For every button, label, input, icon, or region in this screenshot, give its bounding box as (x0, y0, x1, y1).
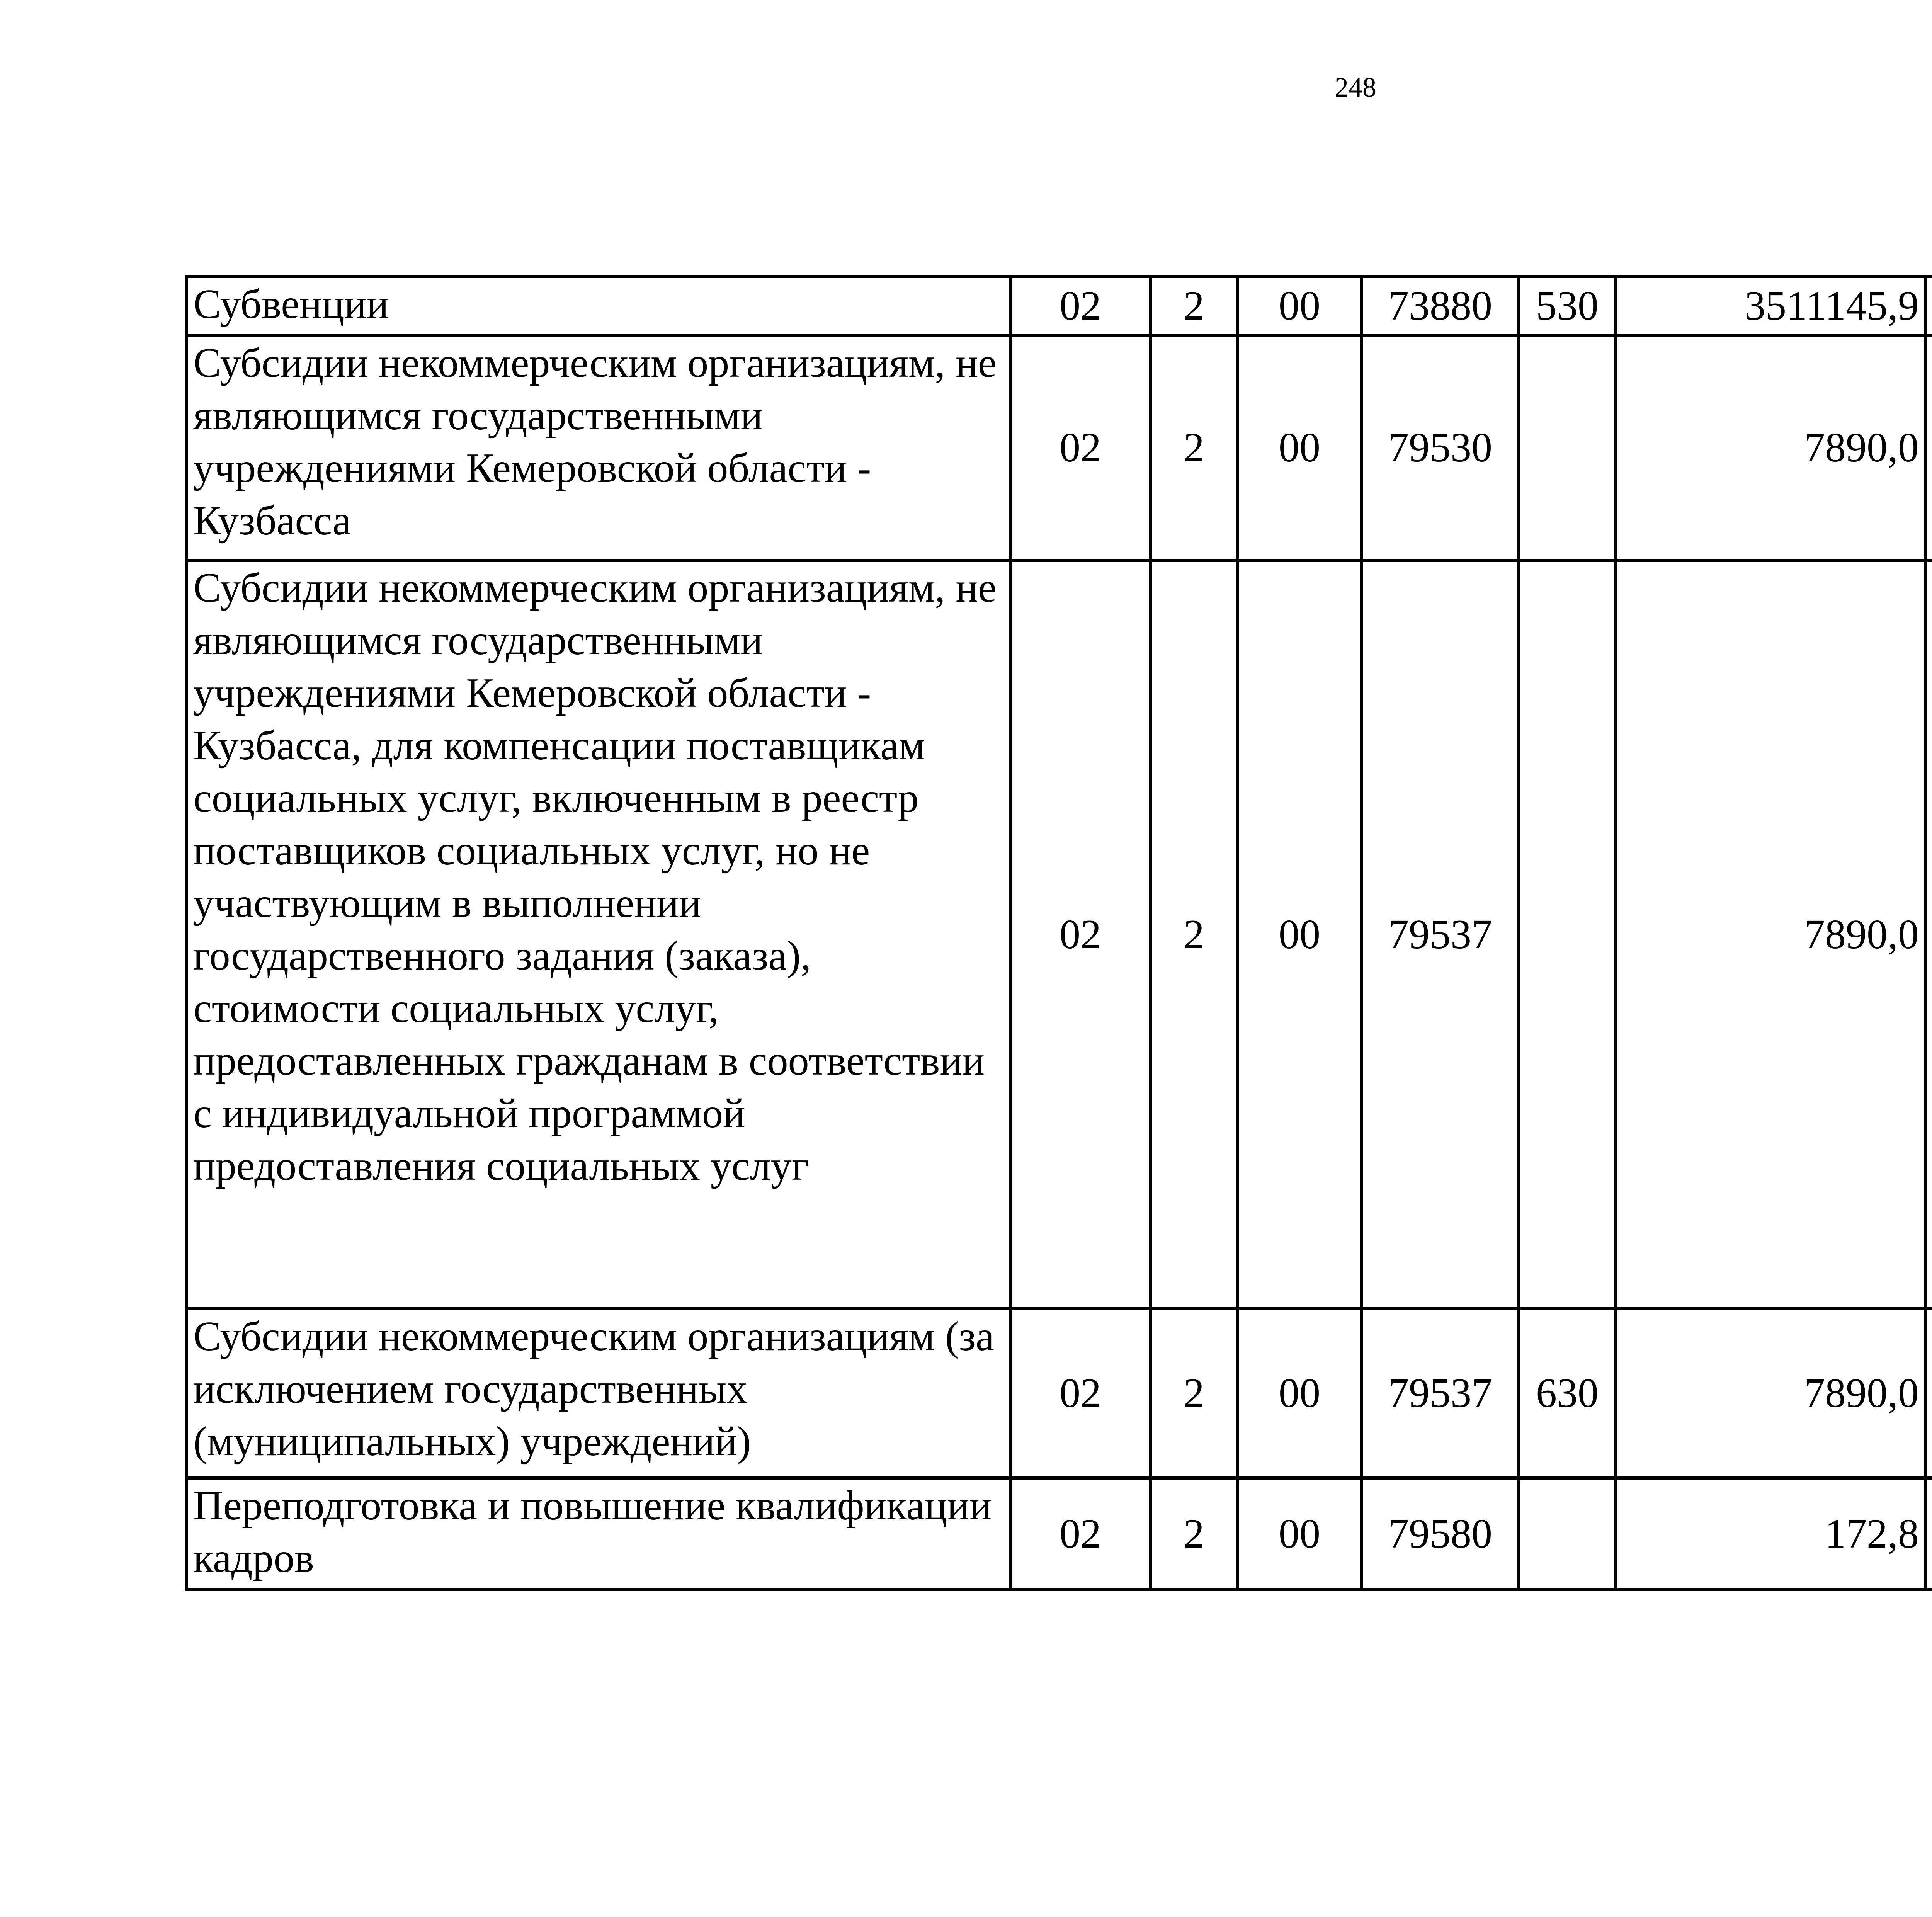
code-cell: 02 (1010, 560, 1151, 1309)
code-cell (1519, 335, 1616, 560)
amount-cell: 7890,0 (1616, 1309, 1926, 1478)
code-cell: 79537 (1362, 1309, 1519, 1478)
code-cell: 2 (1151, 277, 1237, 335)
code-cell: 02 (1010, 1309, 1151, 1478)
code-cell: 73880 (1362, 277, 1519, 335)
code-cell: 79530 (1362, 335, 1519, 560)
amount-cell (1926, 560, 1932, 1309)
code-cell: 02 (1010, 277, 1151, 335)
row-name-cell: Переподготовка и повышение квалификации кадров (186, 1478, 1010, 1590)
table-row (186, 1309, 1932, 1478)
table-row (186, 560, 1932, 1309)
row-name-cell: Субсидии некоммерческим организациям, не являющимся государственными учреждениями Кемеровской области - Кузбасса, для компенсации поставщикам социальных услуг, включенным в реестр поставщиков социальных услуг, но не участвующим в выполнении государственного задания (заказа), стоимости социальных услуг, предоставленных гражданам в соответствии с индивидуальной программой предоставления социальных услуг (186, 560, 1010, 1309)
budget-table (185, 275, 1932, 1591)
page-number: 248 (1335, 72, 1376, 103)
code-cell: 02 (1010, 335, 1151, 560)
code-cell: 630 (1519, 1309, 1616, 1478)
code-cell: 00 (1237, 560, 1362, 1309)
table-row (186, 1478, 1932, 1590)
amount-cell (1926, 335, 1932, 560)
amount-cell (1926, 1309, 1932, 1478)
amount-cell: 7890,0 (1616, 335, 1926, 560)
code-cell: 00 (1237, 1478, 1362, 1590)
table-row (186, 277, 1932, 335)
code-cell: 00 (1237, 1309, 1362, 1478)
code-cell (1519, 1478, 1616, 1590)
code-cell: 2 (1151, 560, 1237, 1309)
table-row (186, 335, 1932, 560)
amount-cell: 3511145,9 (1616, 277, 1926, 335)
code-cell: 2 (1151, 1478, 1237, 1590)
code-cell: 00 (1237, 277, 1362, 335)
code-cell: 530 (1519, 277, 1616, 335)
amount-cell: 7890,0 (1616, 560, 1926, 1309)
row-name-cell: Субвенции (186, 277, 1010, 335)
row-name-cell: Субсидии некоммерческим организациям (за исключением государственных (муниципальных) учреждений) (186, 1309, 1010, 1478)
code-cell: 2 (1151, 1309, 1237, 1478)
amount-cell (1926, 1478, 1932, 1590)
code-cell (1519, 560, 1616, 1309)
code-cell: 79580 (1362, 1478, 1519, 1590)
code-cell: 79537 (1362, 560, 1519, 1309)
amount-cell: 172,8 (1616, 1478, 1926, 1590)
code-cell: 02 (1010, 1478, 1151, 1590)
amount-cell (1926, 277, 1932, 335)
code-cell: 00 (1237, 335, 1362, 560)
code-cell: 2 (1151, 335, 1237, 560)
row-name-cell: Субсидии некоммерческим организациям, не являющимся государственными учреждениями Кемеровской области - Кузбасса (186, 335, 1010, 560)
